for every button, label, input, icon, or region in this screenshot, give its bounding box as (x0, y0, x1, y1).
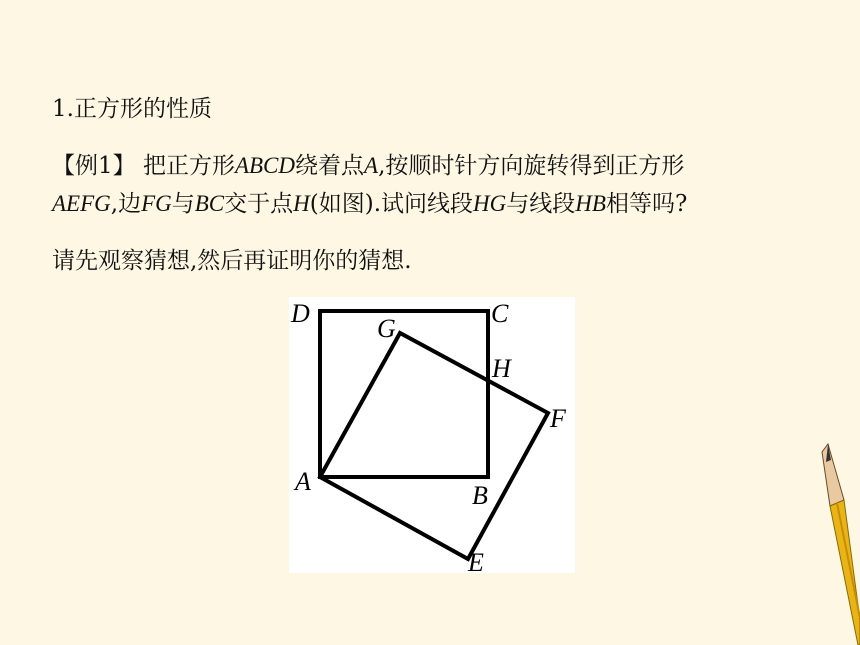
example-text: 与 (171, 191, 195, 217)
math-var: A (364, 153, 379, 178)
instruction-text: 请先观察猜想,然后再证明你的猜想. (52, 248, 412, 274)
label-h: H (492, 354, 511, 383)
example-tag: 【例1】 (52, 153, 136, 179)
example-text: 把正方形 (142, 153, 235, 179)
math-var: ABCD (234, 153, 296, 178)
math-var: HB (575, 191, 606, 216)
example-line-1 (52, 151, 684, 181)
label-c: C (491, 299, 509, 328)
pencil-decoration (800, 440, 860, 645)
label-d: D (291, 299, 310, 328)
example-line-2 (52, 189, 687, 219)
label-f: F (550, 404, 566, 433)
geometry-figure (289, 297, 575, 573)
example-text: 交于点 (224, 191, 294, 217)
example-text: 绕着点 (295, 153, 365, 179)
math-var: AEFG (52, 191, 111, 216)
math-var: FG (141, 191, 172, 216)
section-heading: 1.正方形的性质 (52, 96, 212, 122)
label-e: E (468, 548, 484, 573)
example-text: 相等吗? (605, 191, 688, 217)
label-b: B (472, 481, 488, 510)
example-text: 与线段 (506, 191, 576, 217)
label-g: G (377, 314, 396, 343)
math-var: H (293, 191, 310, 216)
math-var: HG (473, 191, 507, 216)
example-text: (如图).试问线段 (309, 191, 474, 217)
figure-svg (289, 297, 575, 573)
square-aefg (320, 333, 548, 559)
example-text: ,边 (110, 191, 142, 217)
math-var: BC (194, 191, 225, 216)
label-a: A (295, 467, 311, 496)
example-text: ,按顺时针方向旋转得到正方形 (378, 153, 685, 179)
